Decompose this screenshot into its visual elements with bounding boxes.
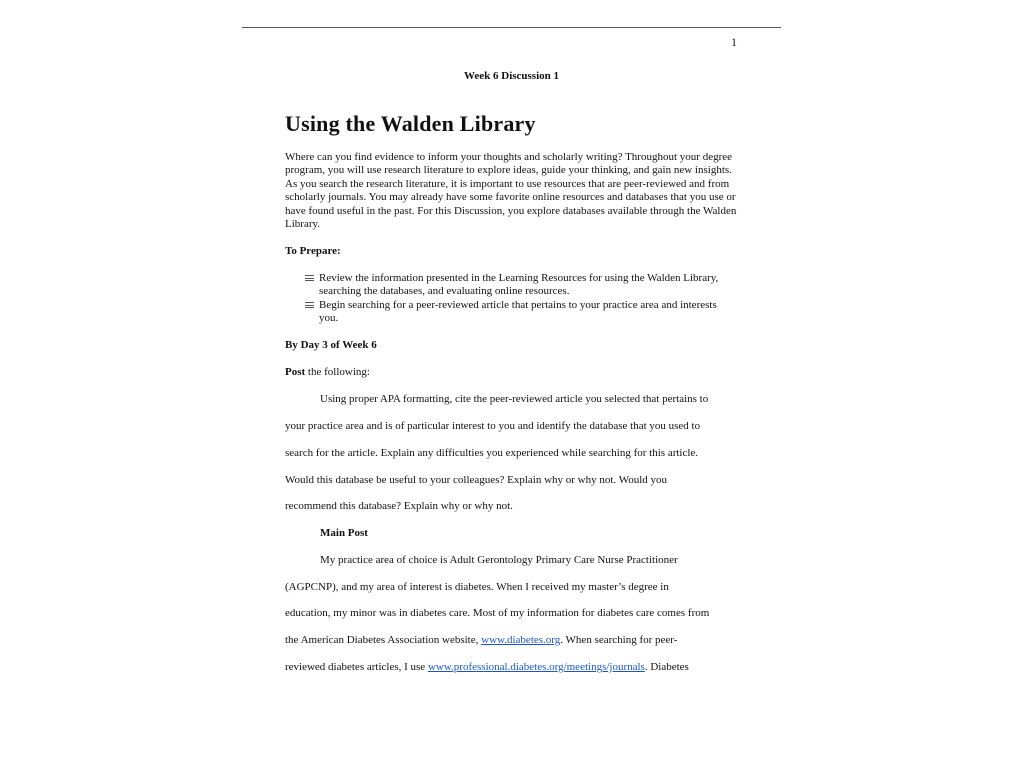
instruction-line: recommend this database? Explain why or why not.	[285, 500, 513, 512]
document-title: Using the Walden Library	[285, 111, 536, 136]
document-subtitle: Week 6 Discussion 1	[463, 70, 560, 82]
instruction-line: Using proper APA formatting, cite the peer-reviewed article you selected that pertains to	[320, 393, 709, 405]
instruction-line: your practice area and is of particular interest to you and identify the database that you used to	[285, 420, 701, 432]
bullet-icon	[305, 302, 314, 308]
main-post-text: the American Diabetes Association website,	[285, 634, 482, 646]
to-prepare-heading: To Prepare:	[285, 245, 341, 257]
list-item	[305, 272, 725, 299]
list-item-text: Begin searching for a peer-reviewed article that pertains to your practice area and interests you.	[319, 298, 717, 325]
main-post-line: (AGPCNP), and my area of interest is diabetes. When I received my master’s degree in	[285, 581, 669, 593]
header-rule	[242, 27, 781, 28]
instruction-line: search for the article. Explain any difficulties you experienced while searching for this article.	[285, 447, 699, 459]
main-post-line	[285, 661, 689, 673]
main-post-text: . When searching for peer-	[560, 634, 678, 646]
main-post-heading: Main Post	[320, 527, 368, 539]
diabetes-org-link[interactable]: www.diabetes.org	[481, 634, 561, 646]
main-post-text: . Diabetes	[644, 661, 689, 673]
main-post-line	[285, 634, 677, 646]
main-post-text: reviewed diabetes articles, I use	[285, 661, 428, 673]
instruction-line: Would this database be useful to your colleagues? Explain why or why not. Would you	[285, 474, 668, 486]
list-item	[305, 299, 725, 326]
main-post-line: education, my minor was in diabetes care. Most of my information for diabetes care comes from	[285, 607, 710, 619]
post-label: Post	[285, 366, 306, 378]
main-post-line: My practice area of choice is Adult Gerontology Primary Care Nurse Practitioner	[320, 554, 678, 566]
professional-diabetes-link[interactable]: www.professional.diabetes.org/meetings/journals	[427, 661, 645, 673]
post-rest: the following:	[305, 366, 370, 378]
intro-paragraph: Where can you find evidence to inform your thoughts and scholarly writing? Throughout your degree program, you will use research literature to explore ideas, guide your thinking, and gain new insights. As you search the research literature, it is important to use resources that are peer-reviewed and from scholarly journals. You may already have some favorite online resources and databases that you use or have found useful in the past. For this Discussion, you explore databases available through the Walden Library.	[285, 151, 737, 231]
bullet-icon	[305, 275, 314, 281]
to-prepare-list	[305, 272, 725, 326]
list-item-text: Review the information presented in the Learning Resources for using the Walden Library, searching the databases, and evaluating online resources.	[319, 272, 719, 298]
post-instruction	[285, 366, 370, 378]
page-number: 1	[731, 35, 737, 49]
by-day-heading: By Day 3 of Week 6	[285, 339, 377, 351]
